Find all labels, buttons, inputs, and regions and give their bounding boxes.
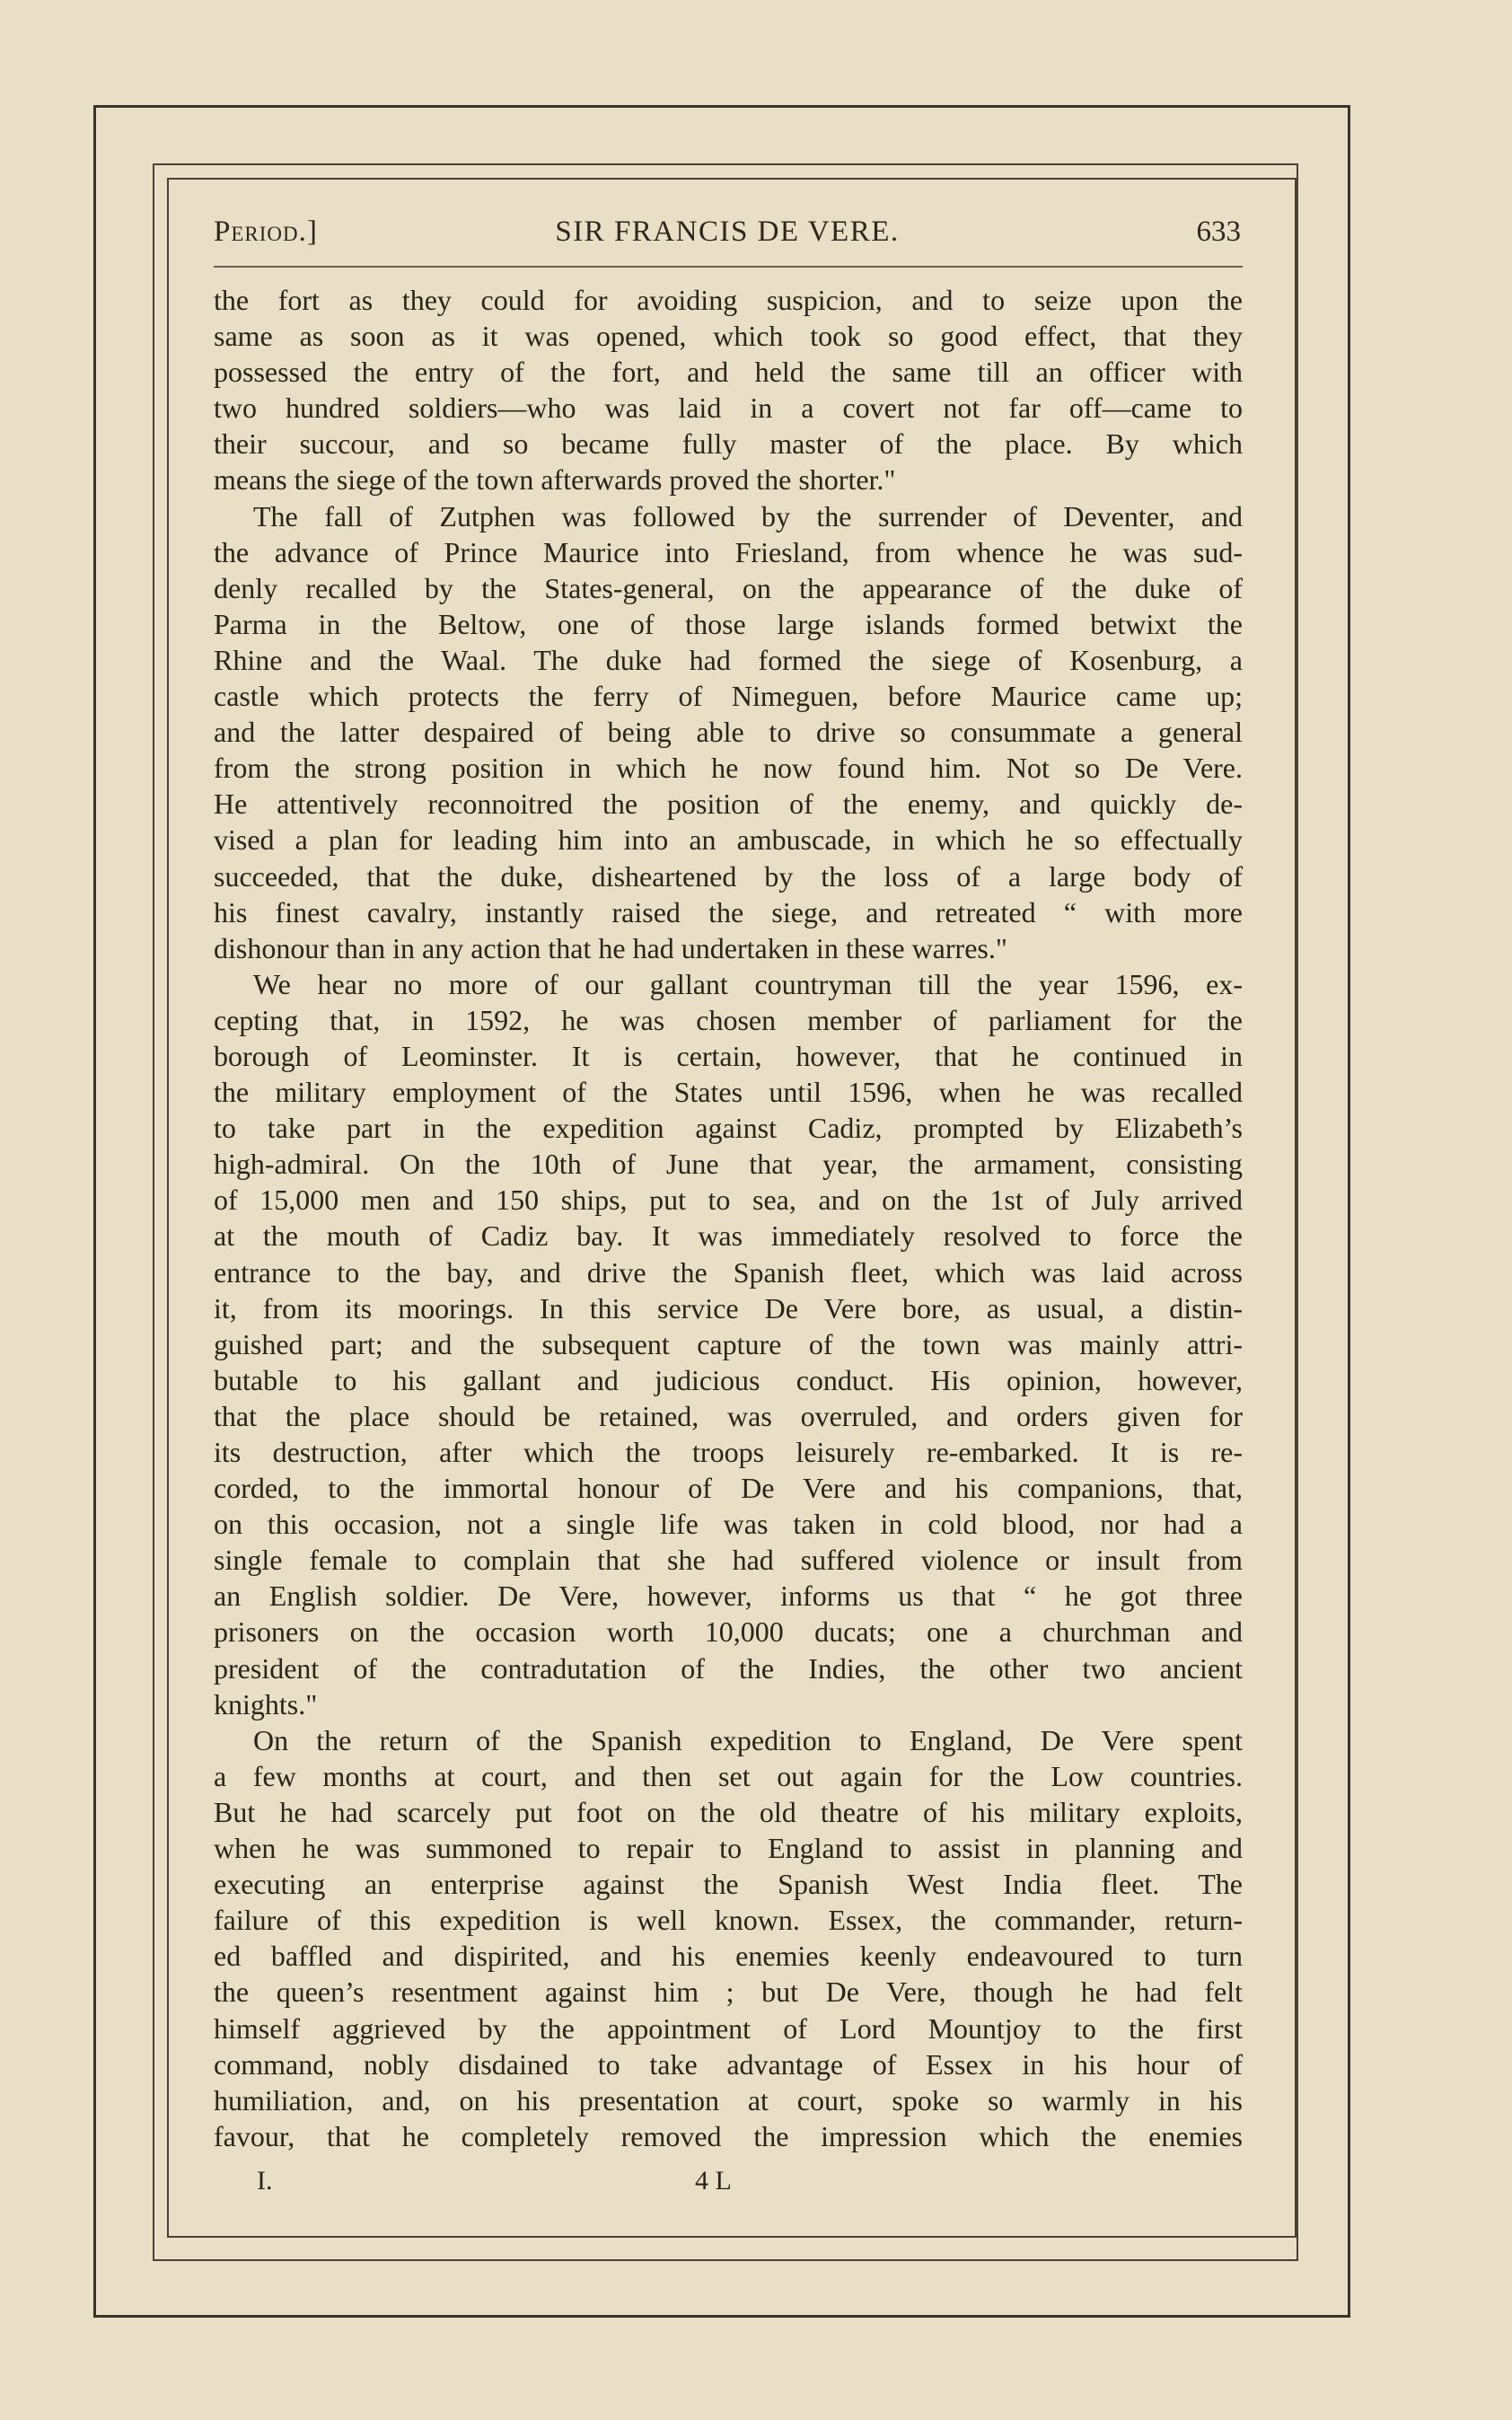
text-line: on this occasion, not a single life was taken in cold blood, nor had a xyxy=(214,1508,1243,1541)
text-line: corded, to the immortal honour of De Vere and his companions, that, xyxy=(214,1472,1243,1505)
text-line: the advance of Prince Maurice into Friesland, from whence he was sud- xyxy=(214,535,1243,568)
text-line: it, from its moorings. In this service De Vere bore, as usual, a distin- xyxy=(214,1291,1243,1324)
text-line: Parma in the Beltow, one of those large islands formed betwixt the xyxy=(214,607,1243,640)
text-line: and the latter despaired of being able to drive so consummate a general xyxy=(214,716,1243,749)
text-line: of 15,000 men and 150 ships, put to sea, and on the 1st of July arrived xyxy=(214,1184,1243,1217)
text-line: denly recalled by the States-general, on the appearance of the duke of xyxy=(214,571,1243,604)
text-line: entrance to the bay, and drive the Spanish fleet, which was laid across xyxy=(214,1255,1243,1289)
text-line: possessed the entry of the fort, and held the same till an officer with xyxy=(214,356,1243,389)
gathering-mark: 4 L xyxy=(695,2166,732,2196)
text-line: castle which protects the ferry of Nimeguen, before Maurice came up; xyxy=(214,680,1243,713)
text-line: The fall of Zutphen was followed by the surrender of Deventer, and xyxy=(253,499,1243,532)
header-title: SIR FRANCIS DE VERE. xyxy=(555,216,900,248)
text-line: dishonour than in any action that he had undertaken in these warres." xyxy=(214,931,1007,964)
text-line: his finest cavalry, instantly raised the siege, and retreated “ with more xyxy=(214,895,1243,928)
text-line: single female to complain that she had suffered violence or insult from xyxy=(214,1544,1243,1577)
text-line: command, nobly disdained to take advantage of Essex in his hour of xyxy=(214,2047,1243,2081)
text-line: that the place should be retained, was overruled, and orders given for xyxy=(214,1399,1243,1432)
text-line: He attentively reconnoitred the position of the enemy, and quickly de- xyxy=(214,788,1243,821)
text-line: prisoners on the occasion worth 10,000 ducats; one a churchman and xyxy=(214,1615,1243,1649)
text-line: humiliation, and, on his presentation at court, spoke so warmly in his xyxy=(214,2083,1243,2116)
text-line: favour, that he completely removed the impression which the enemies xyxy=(214,2119,1243,2152)
body-text xyxy=(214,282,1243,2154)
text-line: himself aggrieved by the appointment of Lord Mountjoy to the first xyxy=(214,2011,1243,2045)
text-line: the queen’s resentment against him ; but De Vere, though he had felt xyxy=(214,1976,1243,2009)
text-line: knights." xyxy=(214,1687,318,1720)
header-rule xyxy=(214,266,1243,268)
text-line: means the siege of the town afterwards proved the shorter." xyxy=(214,463,896,497)
text-line: high-admiral. On the 10th of June that year, the armament, consisting xyxy=(214,1148,1243,1181)
text-line: executing an enterprise against the Spanish West India fleet. The xyxy=(214,1868,1243,1901)
text-line: from the strong position in which he now found him. Not so De Vere. xyxy=(214,752,1243,785)
text-line: cepting that, in 1592, he was chosen member of parliament for the xyxy=(214,1003,1243,1036)
text-line: its destruction, after which the troops leisurely re-embarked. It is re- xyxy=(214,1436,1243,1468)
text-line: But he had scarcely put foot on the old theatre of his military exploits, xyxy=(214,1795,1243,1828)
text-line: succeeded, that the duke, disheartened by the loss of a large body of xyxy=(214,859,1243,893)
text-line: at the mouth of Cadiz bay. It was immediately resolved to force the xyxy=(214,1219,1243,1253)
page-number: 633 xyxy=(1196,216,1241,248)
signature-mark: I. xyxy=(257,2166,273,2196)
text-line: their succour, and so became fully master of the place. By which xyxy=(214,427,1243,461)
text-line: two hundred soldiers—who was laid in a covert not far off—came to xyxy=(214,392,1243,425)
text-line: guished part; and the subsequent capture of the town was mainly attri- xyxy=(214,1327,1243,1360)
text-line: We hear no more of our gallant countryman till the year 1596, ex- xyxy=(253,967,1243,1000)
text-line: failure of this expedition is well known. Essex, the commander, return- xyxy=(214,1904,1243,1937)
text-line: same as soon as it was opened, which took so good effect, that they xyxy=(214,320,1243,353)
text-line: vised a plan for leading him into an ambuscade, in which he so effectually xyxy=(214,823,1243,857)
text-line: ed baffled and dispirited, and his enemies keenly endeavoured to turn xyxy=(214,1940,1243,1973)
header-section-label: Period.] xyxy=(214,216,318,248)
text-line: president of the contradutation of the Indies, the other two ancient xyxy=(214,1651,1243,1685)
running-header xyxy=(214,216,1241,260)
text-line: butable to his gallant and judicious conduct. His opinion, however, xyxy=(214,1363,1243,1396)
text-line: the military employment of the States until 1596, when he was recalled xyxy=(214,1076,1243,1109)
text-line: Rhine and the Waal. The duke had formed the siege of Kosenburg, a xyxy=(214,643,1243,676)
text-line: the fort as they could for avoiding suspicion, and to seize upon the xyxy=(214,284,1243,316)
text-line: a few months at court, and then set out again for the Low countries. xyxy=(214,1759,1243,1792)
text-line: to take part in the expedition against Cadiz, prompted by Elizabeth’s xyxy=(214,1112,1243,1145)
text-line: an English soldier. De Vere, however, informs us that “ he got three xyxy=(214,1580,1243,1613)
text-line: when he was summoned to repair to England to assist in planning and xyxy=(214,1832,1243,1865)
text-line: On the return of the Spanish expedition to England, De Vere spent xyxy=(253,1723,1243,1756)
text-line: borough of Leominster. It is certain, however, that he continued in xyxy=(214,1039,1243,1072)
page-footer xyxy=(214,2166,1243,2202)
